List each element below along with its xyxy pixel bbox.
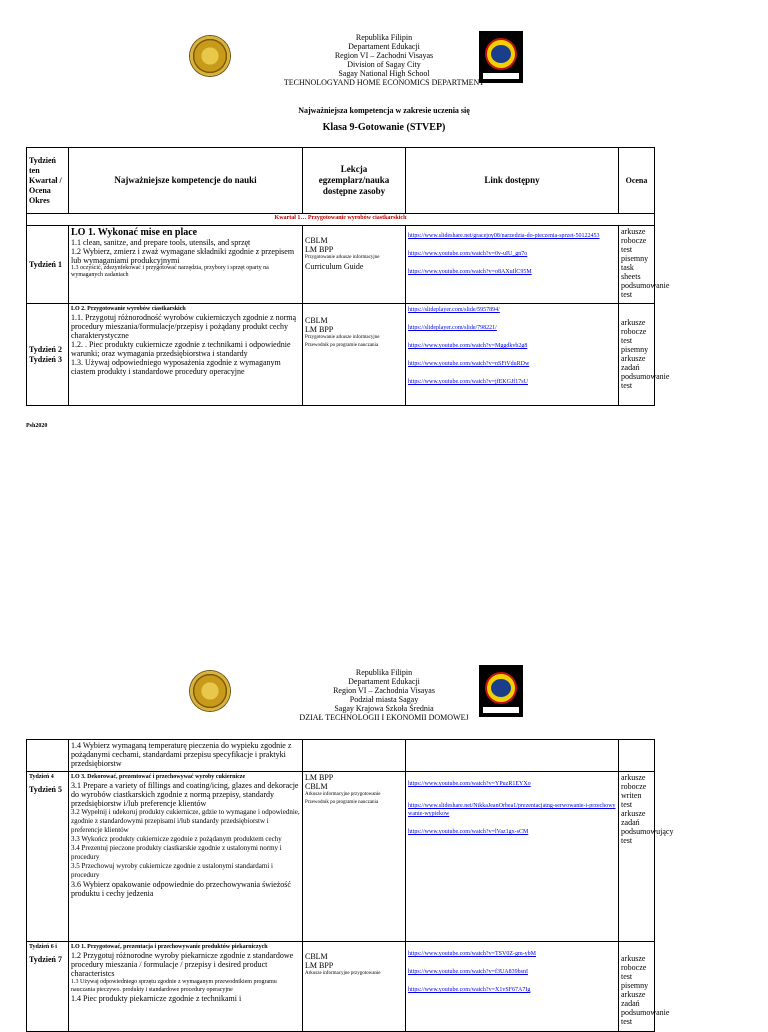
resource-item: CBLM [305, 782, 328, 791]
competency-cell [69, 226, 303, 304]
document-title: Klasa 9-Gotowanie (STVEP) [322, 122, 446, 133]
resource-item: CBLM [305, 236, 328, 245]
competency-item: 1.1. Przygotuj różnorodność wyrobów cukierniczych zgodnie z normą procedury mieszania/formulacje/przepisy i pożądany produkt cechy charakterystyczne [71, 313, 297, 340]
resource-item: Przygotowanie arkusze informacyjne [305, 255, 380, 260]
competency-cell [69, 304, 303, 406]
resource-link[interactable]: https://www.youtube.com/watch?v=0v-uIU_gn7o [408, 251, 528, 257]
competency-cell [69, 772, 303, 942]
resources-cell [303, 772, 406, 942]
letterhead-line: Podział miasta Sagay [349, 695, 419, 704]
resource-link[interactable]: https://www.youtube.com/watch?v=lVaz1gx-sCM [408, 829, 529, 835]
resource-item: CBLM [305, 952, 328, 961]
page-footer: Psh2020 [26, 423, 48, 429]
assessment-cell: arkusze robocze test pisemny arkusze zadań podsumowanie test [619, 942, 655, 1032]
links-cell-empty [406, 740, 619, 772]
letterhead-line: Sagay Krajowa Szkoła Średnia [334, 704, 434, 713]
competency-item: 3.5 Przechowuj wyroby cukiernicze zgodnie z ustalonymi standardami i procedury [71, 862, 273, 879]
letterhead-line: Region VI – Zachodnia Visayas [333, 686, 435, 695]
week-label [27, 304, 69, 406]
resource-link[interactable]: https://www.youtube.com/watch?v=o8AXuIlC95M [408, 269, 532, 275]
resource-item: Przewodnik po programie nauczania [305, 800, 379, 805]
competency-item: 3.4 Prezentuj pieczone produkty ciastkarskie zgodnie z ustalonymi normy i procedury [71, 844, 282, 861]
competency-item: 1.3 Używaj odpowiedniego sprzętu zgodnie z wymaganym przewodnikiem programu nauczania pieczywo. produkty i standardowe procedury operacyjne [71, 979, 277, 993]
week-cell-empty [27, 740, 69, 772]
competency-item: 3.1 Prepare a variety of fillings and coating/icing, glazes and dekoracje do wyrobów ciastkarskich zgodnie z normą przepisy, standardy przedsiębiorstw i/lub preferencje klientów [71, 781, 299, 808]
learning-outcome: LO 3. Dekorować, prezentować i przechowywać wyroby cukiernicze [71, 774, 246, 780]
competency-item: 1.3. Używaj odpowiedniego wyposażenia zgodnie z wymaganym ciastem produkty i standardowe procedury operacyjne [71, 358, 281, 376]
assessment-cell: arkusze robocze test pisemny arkusze zadań podsumowanie test [619, 304, 655, 406]
learning-outcome: LO 1. Wykonać mise en place [71, 227, 198, 238]
resource-link[interactable]: https://www.youtube.com/watch?v=YPuzR1EYXo [408, 781, 531, 787]
competency-item: 1.4 Wybierz wymaganą temperaturę pieczenia do wypieku zgodnie z pożądanymi cechami, standardami przepisu specyfikacje i praktyki przedsiębiorstw [69, 740, 303, 772]
header-competency: Najważniejsze kompetencje do nauki [69, 148, 303, 214]
competency-item: 1.1 clean, sanitze, and prepare tools, utensils, and sprzęt [71, 238, 251, 247]
links-cell [406, 226, 619, 304]
resource-item: CBLM [305, 316, 328, 325]
quarter-heading: Kwartał 1… Przygotowanie wyrobów ciastkarskich [27, 214, 655, 226]
resource-link[interactable]: https://www.youtube.com/watch?v=X1vSF67A7Ig [408, 987, 531, 993]
letterhead-line: Republika Filipin [355, 33, 413, 42]
resource-item: LM BPP [305, 245, 334, 254]
resource-item: Arkusze informacyjne przygotowanie [305, 971, 381, 976]
assessment-cell-empty [619, 740, 655, 772]
links-cell [406, 304, 619, 406]
resource-item: Curriculum Guide [305, 262, 364, 271]
assessment-cell: arkusze robocze test pisemny task sheets podsumowanie test [619, 226, 655, 304]
resource-link[interactable]: https://www.youtube.com/watch?v=jfEKGJf17sU [408, 379, 528, 385]
links-cell [406, 942, 619, 1032]
letterhead-line: Division of Sagay City [347, 60, 421, 69]
resource-link[interactable]: https://www.youtube.com/watch?v=nSFtVduRDw [408, 361, 530, 367]
header-week: Tydzień ten Kwartał / Ocena Okres [27, 148, 69, 214]
resource-item: Przewodnik po programie nauczania [305, 343, 379, 348]
letterhead-line: Republika Filipin [355, 668, 413, 677]
header-assessment: Ocena [619, 148, 655, 214]
week-label [27, 942, 69, 1032]
assessment-cell: arkusze robocze writen test arkusze zadań podsumowujący test [619, 772, 655, 942]
letterhead-line: Departament Edukacji [348, 42, 420, 51]
competency-item: 1.4 Piec produkty piekarnicze zgodnie z technikami i [71, 994, 242, 1003]
letterhead [0, 668, 768, 722]
resource-item: LM BPP [305, 325, 334, 334]
week-label-line: Tydzień 7 [29, 955, 62, 964]
department-name: TECHNOLOGYAND HOME ECONOMICS DEPARTMENT [283, 78, 485, 87]
resource-item: LM BPP [305, 773, 334, 782]
resource-link[interactable]: https://www.slideshare.net/gracejoy08/narzedzia-do-pieczenia-sprzet-50122453 [408, 233, 600, 239]
competency-table-page2 [26, 739, 674, 1032]
learning-outcome: LO 1. Przygotować, prezentacja i przechowywanie produktów piekarniczych [71, 944, 268, 950]
learning-outcome: LO 2. Przygotowanie wyrobów ciastkarskich [71, 306, 186, 312]
resource-link[interactable]: https://www.youtube.com/watch?v=TSV0Z-gm-ybM [408, 951, 536, 957]
header-link: Link dostępny [406, 148, 619, 214]
letterhead-line: Departament Edukacji [348, 677, 420, 686]
week-label-line: Tydzień 4 [29, 774, 54, 780]
week-label-line: Tydzień 6 i [29, 944, 57, 950]
letterhead-line: Sagay National High School [338, 69, 430, 78]
resource-link[interactable]: https://www.youtube.com/watch?v=Mggdkvb2g8 [408, 343, 528, 349]
resource-link[interactable]: https://slideplayer.com/slide/5957894/ [408, 307, 500, 313]
competency-item: 3.3 Wykończ produkty cukiernicze zgodnie z pożądanym produktem cechy [71, 835, 282, 843]
week-label: Tydzień 1 [27, 226, 69, 304]
week-label-line: Tydzień 5 [29, 785, 62, 794]
competency-item: 3.2 Wypełnij i udekoruj produkty cukiernicze, gdzie to wymagane i odpowiednie, zgodnie z standardowymi przepisami i/lub standardy przedsiębiorstw i preferencje klientów [71, 808, 300, 834]
letterhead [0, 33, 768, 87]
document-subtitle: Najważniejsza kompetencja w zakresie uczenia się [298, 106, 470, 115]
resource-link[interactable]: https://www.youtube.com/watch?v=f3UA839bsnI [408, 969, 528, 975]
resources-cell [303, 304, 406, 406]
resources-cell [303, 942, 406, 1032]
resource-item: LM BPP [305, 961, 334, 970]
resource-item: Przygotowanie arkusze informacyjne [305, 335, 380, 340]
resources-cell [303, 226, 406, 304]
links-cell [406, 772, 619, 942]
resource-item: Arkusze informacyjne przygotowanie [305, 792, 381, 797]
header-resources: Lekcja egzemplarz/nauka dostępne zasoby [303, 148, 406, 214]
competency-item: 1.2. . Piec produkty cukiernicze zgodnie z technikami i odpowiednie warunki; oraz wymagania przedsiębiorstwa i standardy [71, 340, 291, 358]
competency-table-page1 [26, 147, 670, 406]
competency-item: 1.2 Wybierz, zmierz i zważ wymagane składniki zgodnie z przepisem lub wymaganiami produkcyjnymi [71, 247, 295, 265]
resource-link[interactable]: https://www.slideshare.net/NikkaJeanOrbea1/prezentacjatng-serwowanie-i-przechowywanie-wypiekow [408, 803, 616, 817]
resources-cell-empty [303, 740, 406, 772]
competency-item: 1.3 oczyścić, zdezynfekować i przygotować narzędzia, przybory i sprzęt oparty na wymaganych zadaniach [71, 265, 269, 278]
resource-link[interactable]: https://slideplayer.com/slide/798221/ [408, 325, 497, 331]
week-label [27, 772, 69, 942]
week-label-line: Tydzień 3 [29, 354, 62, 364]
competency-item: 3.6 Wybierz opakowanie odpowiednie do przechowywania świeżość produktu i cechy jedzenia [71, 880, 291, 898]
letterhead-line: Region VI – Zachodni Visayas [334, 51, 434, 60]
department-name: DZIAŁ TECHNOLOGII I EKONOMII DOMOWEJ [299, 713, 469, 722]
competency-item: 1.2 Przygotuj różnorodne wyroby piekarnicze zgodnie z standardowe procedury mieszania / formulacje / przepisy i desired product characteristcs [71, 951, 294, 978]
week-label-line: Tydzień 2 [29, 344, 62, 354]
competency-cell [69, 942, 303, 1032]
